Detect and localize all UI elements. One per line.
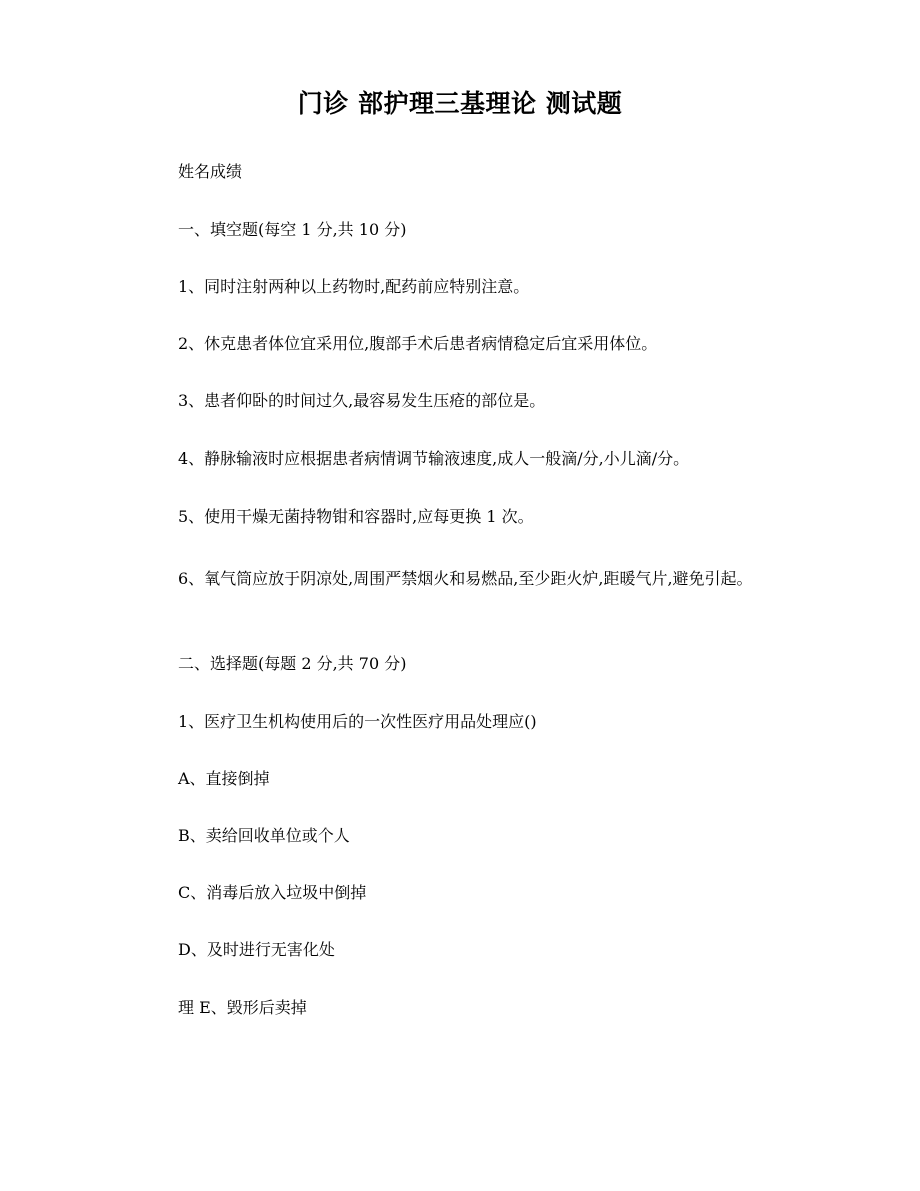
fill-blank-item-5: 5、使用干燥无菌持物钳和容器时,应每更换 1 次。: [178, 507, 534, 526]
fill-blank-item-2: 2、休克患者体位宜采用位,腹部手术后患者病情稳定后宜采用体位。: [178, 334, 658, 353]
choice-option-b: B、卖给回收单位或个人: [178, 826, 350, 845]
section1-heading: 一、填空题(每空 1 分,共 10 分): [178, 220, 407, 239]
fill-blank-item-3: 3、患者仰卧的时间过久,最容易发生压疮的部位是。: [178, 391, 546, 410]
section2-heading: 二、选择题(每题 2 分,共 70 分): [178, 654, 407, 673]
fill-blank-item-6: 6、氧气筒应放于阴凉处,周围严禁烟火和易燃品,至少距火炉,距暖气片,避免引起。: [178, 569, 753, 588]
choice-option-c: C、消毒后放入垃圾中倒掉: [178, 883, 367, 902]
name-score-fields: 姓名成绩: [178, 162, 243, 181]
choice-option-d: D、及时进行无害化处: [178, 940, 335, 959]
fill-blank-item-1: 1、同时注射两种以上药物时,配药前应特别注意。: [178, 277, 530, 296]
fill-blank-item-4: 4、静脉输液时应根据患者病情调节输液速度,成人一般滴/分,小儿滴/分。: [178, 449, 690, 468]
choice-option-e: 理 E、毁形后卖掉: [178, 998, 307, 1017]
document-title: 门诊 部护理三基理论 测试题: [297, 89, 623, 118]
choice-question-1: 1、医疗卫生机构使用后的一次性医疗用品处理应(): [178, 712, 537, 731]
choice-option-a: A、直接倒掉: [178, 769, 270, 788]
